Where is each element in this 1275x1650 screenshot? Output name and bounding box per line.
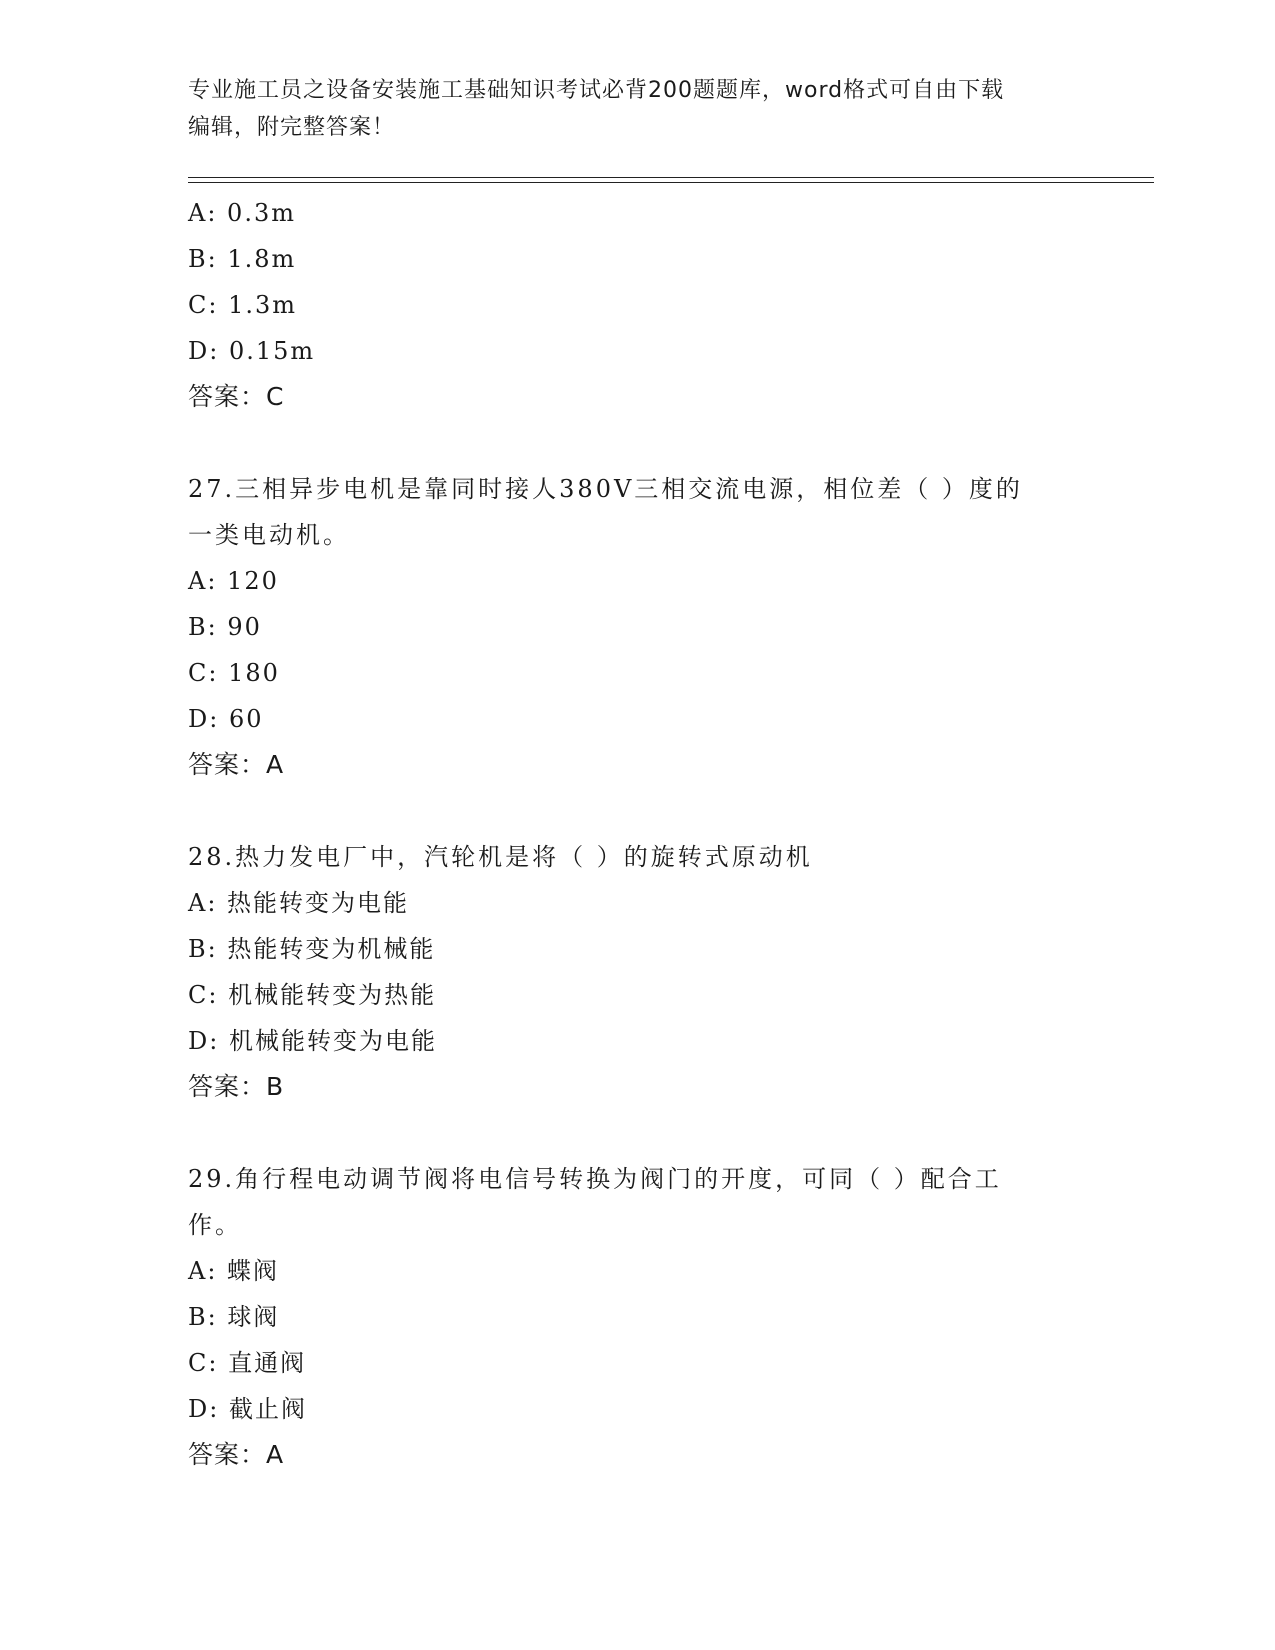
option-a: A: 蝶阀 [188, 1257, 280, 1285]
option-d: D: 机械能转变为电能 [188, 1027, 437, 1055]
option-c: C: 180 [188, 659, 280, 687]
option-c: C: 机械能转变为热能 [188, 981, 437, 1009]
question-28 [188, 834, 1088, 1110]
question-26-remainder [188, 190, 1088, 420]
header-line-1: 专业施工员之设备安装施工基础知识考试必背200题题库，word格式可自由下载 [188, 78, 1005, 103]
document-body [188, 190, 1088, 1478]
document-header [188, 72, 1088, 146]
option-a: A: 0.3m [188, 199, 296, 227]
option-b: B: 球阀 [188, 1303, 280, 1331]
question-29 [188, 1156, 1088, 1478]
question-stem-line-2: 一类电动机。 [188, 521, 350, 549]
option-d: D: 0.15m [188, 337, 316, 365]
header-divider-top [188, 177, 1154, 178]
question-stem-line-1: 29.角行程电动调节阀将电信号转换为阀门的开度，可同（ ）配合工 [188, 1165, 1002, 1193]
option-b: B: 1.8m [188, 245, 297, 273]
answer-line: 答案：A [188, 750, 285, 779]
option-d: D: 60 [188, 705, 264, 733]
option-b: B: 90 [188, 613, 262, 641]
answer-line: 答案：C [188, 382, 285, 411]
question-stem-line-1: 27.三相异步电机是靠同时接人380V三相交流电源，相位差（ ）度的 [188, 475, 1023, 503]
option-c: C: 1.3m [188, 291, 298, 319]
option-a: A: 120 [188, 567, 279, 595]
question-stem [188, 834, 1068, 880]
question-stem [188, 466, 1068, 558]
option-a: A: 热能转变为电能 [188, 889, 410, 917]
question-stem-line-2: 作。 [188, 1211, 242, 1239]
header-divider-bottom [188, 182, 1154, 183]
option-c: C: 直通阀 [188, 1349, 307, 1377]
question-stem [188, 1156, 1068, 1248]
answer-line: 答案：B [188, 1072, 285, 1101]
question-stem-line-1: 28.热力发电厂中，汽轮机是将（ ）的旋转式原动机 [188, 843, 813, 871]
header-line-2: 编辑，附完整答案！ [188, 115, 396, 140]
option-d: D: 截止阀 [188, 1395, 307, 1423]
question-27 [188, 466, 1088, 788]
answer-line: 答案：A [188, 1440, 285, 1469]
option-b: B: 热能转变为机械能 [188, 935, 436, 963]
